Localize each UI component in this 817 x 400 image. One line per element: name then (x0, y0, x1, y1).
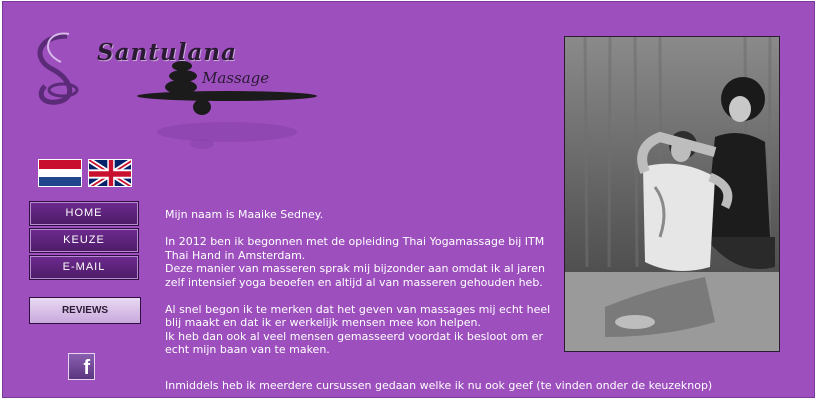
brand-name: Santulana (97, 39, 237, 66)
facebook-icon[interactable] (68, 353, 95, 380)
netherlands-flag-icon[interactable] (38, 159, 82, 187)
reviews-button[interactable]: REVIEWS (29, 297, 141, 324)
uk-flag-icon[interactable] (88, 159, 132, 187)
page-frame (2, 1, 815, 398)
experience-text: Al snel begon ik te merken dat het geven van massages mij echt heel blij maakt en dat ik er werkelijk mensen mee kon helpen. (165, 302, 551, 329)
email-button[interactable]: E-MAIL (29, 255, 139, 280)
paragraph-name: Mijn naam is Maaike Sedney. (165, 208, 324, 221)
brand-subtitle: Massage (202, 69, 270, 87)
career-text: Ik heb dan ook al veel mensen gemasseerd voordat ik besloot om er echt mijn baan van te maken. (165, 329, 543, 356)
paragraph-experience (165, 303, 555, 357)
keuze-button[interactable]: KEUZE (29, 228, 139, 253)
training-text: In 2012 ben ik begonnen met de opleiding Thai Yogamassage bij ITM Thai Hand in Amsterdam. (165, 235, 545, 262)
intro-text (165, 208, 555, 370)
paragraph-training (165, 235, 555, 289)
santulana-logo[interactable] (27, 24, 327, 154)
courses-text: Inmiddels heb ik meerdere cursussen gedaan welke ik nu ook geef (te vinden onder de keuzeknop) (165, 379, 713, 392)
home-button[interactable]: HOME (29, 201, 139, 226)
massage-photo (564, 36, 780, 352)
facebook-glyph: f (83, 357, 90, 379)
motivation-text: Deze manier van masseren sprak mij bijzonder aan omdat ik al jaren zelf intensief yoga beoefen en altijd al van masseren gehouden heb. (165, 262, 545, 289)
